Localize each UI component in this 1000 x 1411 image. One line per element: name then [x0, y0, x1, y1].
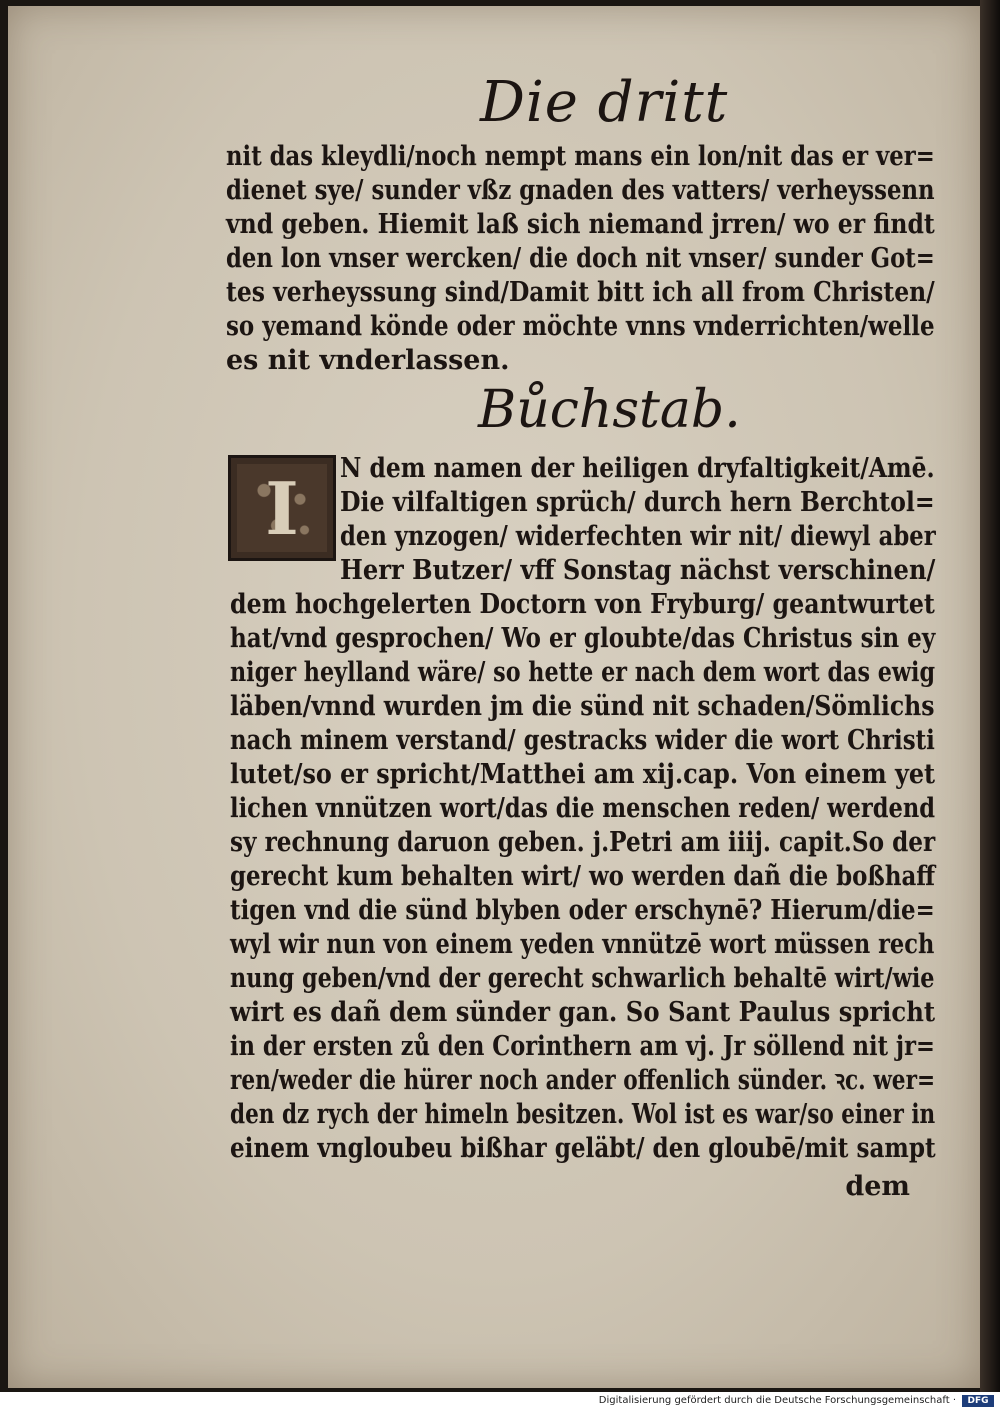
text-line: den ynzogen/ widerfechten wir nit/ diewyl aber	[340, 521, 936, 552]
text-line: in der ersten zů den Corinthern am vj. Jr söllend nit jr=	[230, 1031, 935, 1062]
text-line: wirt es dañ dem sünder gan. So Sant Paulus spricht	[230, 997, 936, 1028]
catchword: dem	[845, 1171, 910, 1202]
text-line: lichen vnnützen wort/das die menschen reden/ werdend	[230, 793, 936, 824]
text-line: den lon vnser wercken/ die doch nit vnser/ sunder Got=	[226, 243, 935, 274]
text-line: dienet sye/ sunder vßz gnaden des vatters/ verheyssenn	[226, 175, 935, 206]
text-line: lutet/so er spricht/Matthei am xij.cap. Von einem yet	[230, 759, 936, 790]
initial-letter: I	[265, 466, 299, 551]
funding-credit: Digitalisierung gefördert durch die Deutsche Forschungsgemeinschaft ·	[598, 1395, 956, 1406]
footer-bar	[0, 1392, 1000, 1411]
text-line: gerecht kum behalten wirt/ wo werden dañ die boßhaff	[230, 861, 936, 892]
text-line: wyl wir nun von einem yeden vnnützē wort müssen rech	[230, 929, 935, 960]
text-line: sy rechnung daruon geben. j.Petri am iiij. capit.So der	[230, 827, 936, 858]
text-line: tigen vnd die sünd blyben oder erschynē? Hierum/die=	[230, 895, 935, 926]
text-line: ren/weder die hürer noch ander offenlich sünder. ꝛc. wer=	[230, 1065, 936, 1096]
text-line: nit das kleydli/noch nempt mans ein lon/nit das er ver=	[226, 141, 935, 172]
text-line: hat/vnd gesprochen/ Wo er gloubte/das Christus sin ey	[230, 623, 936, 654]
text-line: nung geben/vnd der gerecht schwarlich behaltē wirt/wie	[230, 963, 935, 994]
text-line: Herr Butzer/ vff Sonstag nächst verschinen/	[340, 555, 936, 586]
decorated-initial	[228, 455, 336, 561]
running-heading: Die dritt	[480, 70, 729, 135]
text-line: einem vngloubeu bißhar geläbt/ den gloubē/mit sampt	[230, 1133, 936, 1164]
dfg-logo: DFG	[962, 1395, 994, 1407]
book-fore-edge	[980, 0, 1000, 1392]
text-line: N dem namen der heiligen dryfaltigkeit/Amē.	[340, 453, 935, 484]
text-line: läben/vnnd wurden jm die sünd nit schaden/Sömlichs	[230, 691, 935, 722]
section-heading: Bůchstab.	[478, 380, 741, 440]
text-line: niger heylland wäre/ so hette er nach dem wort das ewig	[230, 657, 936, 688]
text-line: nach minem verstand/ gestracks wider die wort Christi	[230, 725, 935, 756]
text-line: den dz rych der himeln besitzen. Wol ist es war/so einer in	[230, 1099, 936, 1130]
text-line: Die vilfaltigen sprüch/ durch hern Berchtol=	[340, 487, 935, 518]
text-line: dem hochgelerten Doctorn von Fryburg/ geantwurtet	[230, 589, 935, 620]
text-line: tes verheyssung sind/Damit bitt ich all from Christen/	[226, 277, 935, 308]
text-line: so yemand könde oder möchte vnns vnderrichten/welle	[226, 311, 935, 342]
text-line: es nit vnderlassen.	[226, 345, 510, 376]
text-line: vnd geben. Hiemit laß sich niemand jrren/ wo er findt	[226, 209, 935, 240]
